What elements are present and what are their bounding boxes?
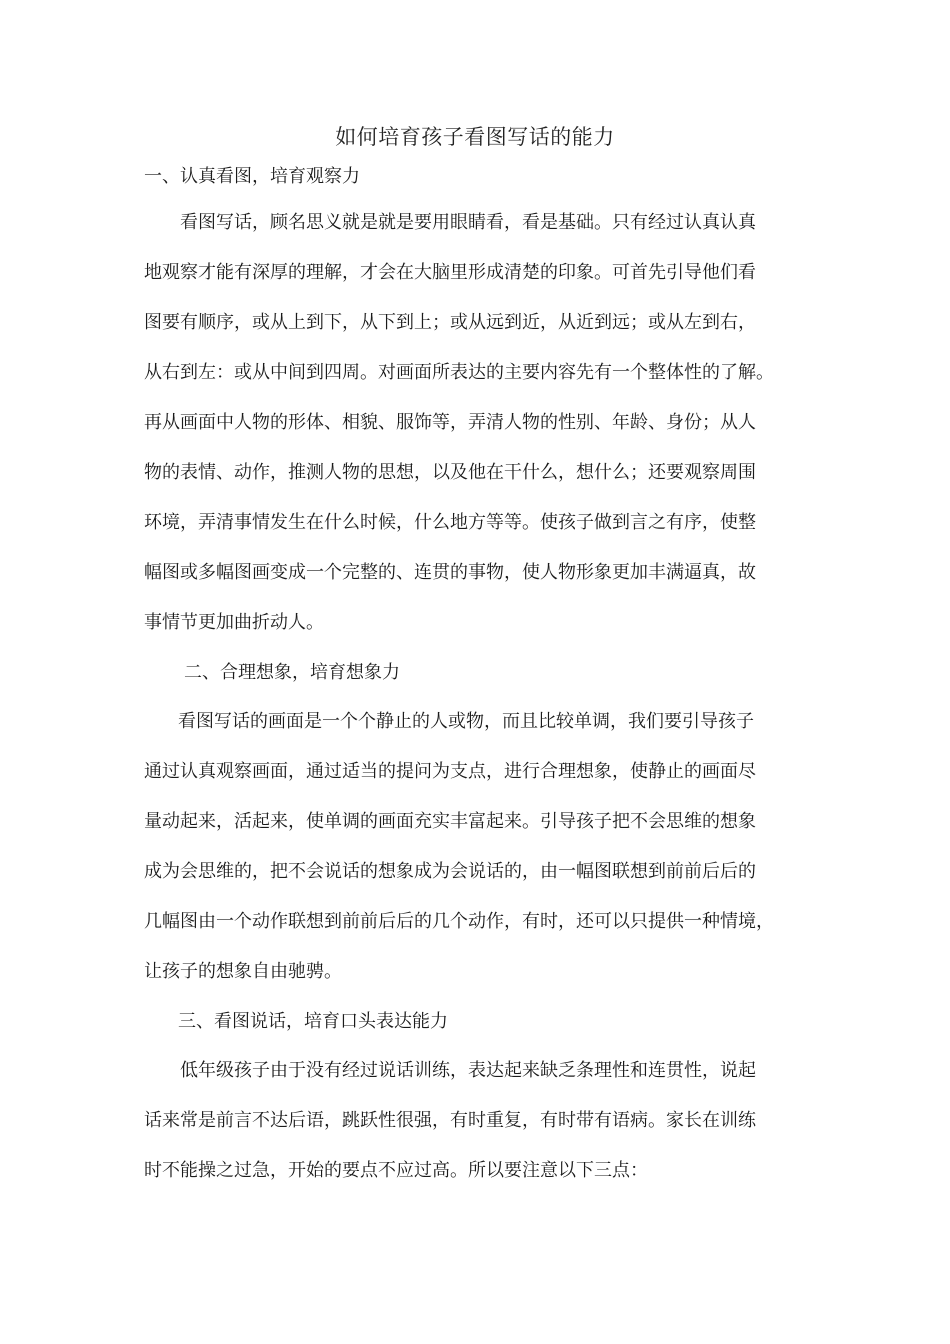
- document-title: 如何培育孩子看图写话的能力: [335, 125, 615, 149]
- paragraph-line: 看图写话的画面是一个个静止的人或物，而且比较单调，我们要引导孩子: [178, 711, 754, 732]
- paragraph-line: 从右到左：或从中间到四周。对画面所表达的主要内容先有一个整体性的了解。: [144, 362, 774, 383]
- paragraph-line: 量动起来，活起来，使单调的画面充实丰富起来。引导孩子把不会思维的想象: [144, 811, 756, 832]
- section-heading-3: 三、看图说话，培育口头表达能力: [178, 1011, 448, 1032]
- paragraph-line: 看图写话，顾名思义就是就是要用眼睛看，看是基础。只有经过认真认真: [162, 212, 756, 233]
- section-paragraph-2: [144, 697, 806, 997]
- paragraph-line: 图要有顺序，或从上到下，从下到上；或从远到近，从近到远；或从左到右，: [144, 312, 756, 333]
- paragraph-line: 几幅图由一个动作联想到前前后后的几个动作，有时，还可以只提供一种情境，: [144, 911, 774, 932]
- paragraph-line: 通过认真观察画面，通过适当的提问为支点，进行合理想象，使静止的画面尽: [144, 761, 756, 782]
- section-heading-1: 一、认真看图，培育观察力: [144, 166, 360, 187]
- section-paragraph-3: [144, 1046, 806, 1196]
- section-heading-2: 二、合理想象，培育想象力: [184, 662, 400, 683]
- paragraph-line: 让孩子的想象自由驰骋。: [144, 961, 342, 982]
- paragraph-line: 时不能操之过急，开始的要点不应过高。所以要注意以下三点：: [144, 1160, 648, 1181]
- paragraph-line: 地观察才能有深厚的理解，才会在大脑里形成清楚的印象。可首先引导他们看: [144, 262, 756, 283]
- paragraph-line: 幅图或多幅图画变成一个完整的、连贯的事物，使人物形象更加丰满逼真，故: [144, 562, 756, 583]
- paragraph-line: 环境，弄清事情发生在什么时候，什么地方等等。使孩子做到言之有序，使整: [144, 512, 756, 533]
- paragraph-line: 再从画面中人物的形体、相貌、服饰等，弄清人物的性别、年龄、身份；从人: [144, 412, 756, 433]
- paragraph-line: 事情节更加曲折动人。: [144, 612, 324, 633]
- paragraph-line: 话来常是前言不达后语，跳跃性很强，有时重复，有时带有语病。家长在训练: [144, 1110, 756, 1131]
- section-paragraph-1: [144, 198, 806, 648]
- paragraph-line: 成为会思维的，把不会说话的想象成为会说话的，由一幅图联想到前前后后的: [144, 861, 756, 882]
- paragraph-line: 低年级孩子由于没有经过说话训练，表达起来缺乏条理性和连贯性，说起: [180, 1060, 756, 1081]
- paragraph-line: 物的表情、动作，推测人物的思想，以及他在干什么，想什么；还要观察周围: [144, 462, 756, 483]
